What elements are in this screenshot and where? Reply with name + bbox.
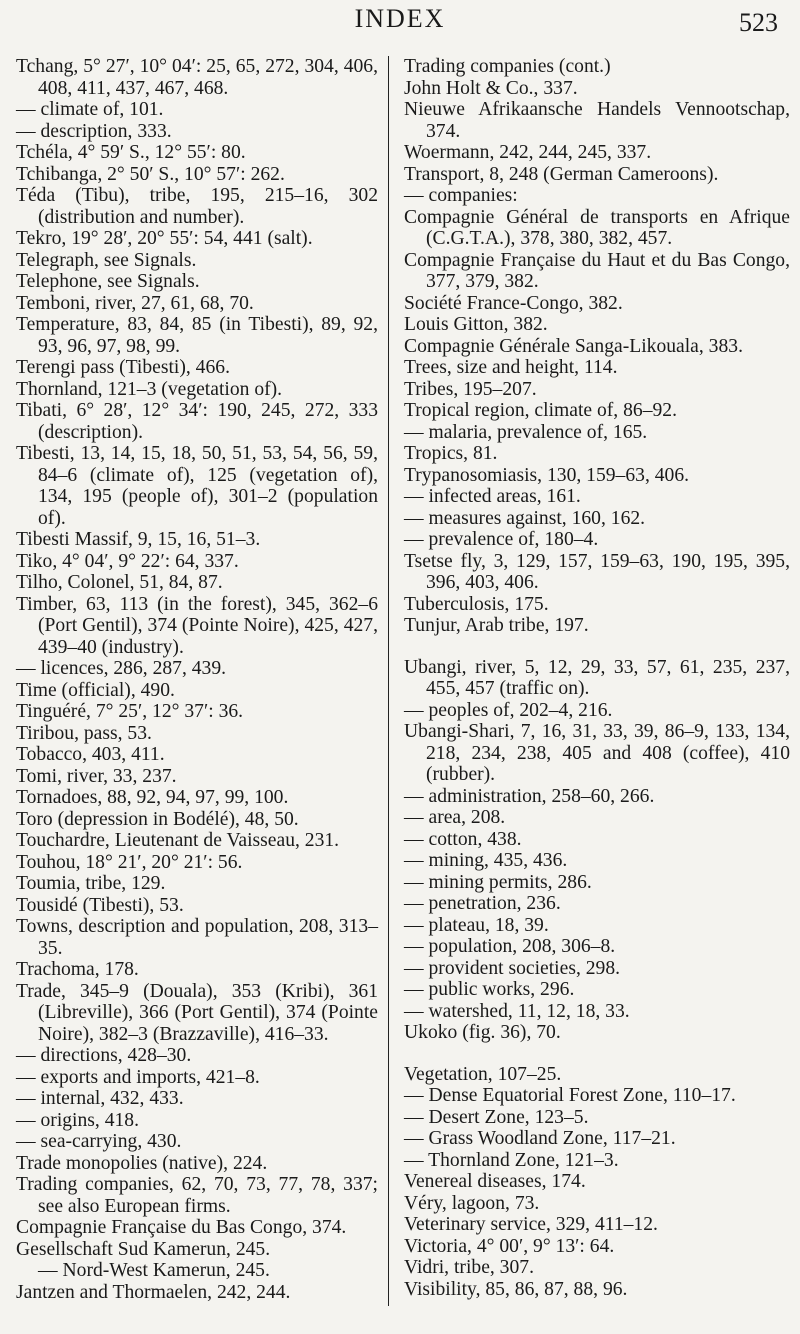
page-number: 523: [739, 8, 778, 37]
index-entry: Tomi, river, 33, 237.: [16, 765, 177, 787]
index-entry: Trees, size and height, 114.: [404, 357, 618, 378]
index-entry: — plateau, 18, 39.: [404, 914, 549, 936]
index-entry: — peoples of, 202–4, 216.: [404, 699, 613, 721]
index-entry: Terengi pass (Tibesti), 466.: [16, 357, 230, 378]
index-entry: Véry, lagoon, 73.: [404, 1192, 540, 1214]
index-entry: Towns, description and population, 208, 313–35.: [16, 916, 378, 959]
index-entry: Touchardre, Lieutenant de Vaisseau, 231.: [16, 830, 340, 851]
index-entry: — origins, 418.: [16, 1109, 140, 1131]
index-entry: — malaria, prevalence of, 165.: [404, 421, 648, 443]
index-entry: Tribes, 195–207.: [404, 378, 537, 400]
index-entry: — penetration, 236.: [404, 893, 561, 914]
index-entry: Temperature, 83, 84, 85 (in Tibesti), 89, 92, 93, 96, 97, 98, 99.: [16, 314, 378, 357]
index-entry: — Dense Equatorial Forest Zone, 110–17.: [404, 1085, 736, 1106]
index-column-right: [404, 56, 790, 1300]
index-entry: — Nord-West Kamerun, 245.: [38, 1260, 270, 1281]
index-entry: Trading companies (cont.): [404, 56, 611, 77]
index-entry: Ukoko (fig. 36), 70.: [404, 1022, 561, 1043]
index-entry: — infected areas, 161.: [404, 486, 581, 507]
index-entry: Tunjur, Arab tribe, 197.: [404, 615, 589, 636]
index-entry: Tchibanga, 2° 50′ S., 10° 57′: 262.: [16, 163, 285, 185]
index-entry: — prevalence of, 180–4.: [404, 529, 599, 550]
index-entry: Tilho, Colonel, 51, 84, 87.: [16, 572, 223, 593]
index-entry: Tropical region, climate of, 86–92.: [404, 400, 677, 421]
index-entry: Toumia, tribe, 129.: [16, 873, 166, 894]
index-entry: — public works, 296.: [404, 979, 575, 1000]
index-entry: Tobacco, 403, 411.: [16, 744, 165, 765]
index-entry: Trypanosomiasis, 130, 159–63, 406.: [404, 464, 690, 486]
index-entry: Vidri, tribe, 307.: [404, 1257, 534, 1278]
index-entry: Tibesti Massif, 9, 15, 16, 51–3.: [16, 529, 261, 550]
index-entry: — provident societies, 298.: [404, 957, 621, 979]
index-entry: Tibati, 6° 28′, 12° 34′: 190, 245, 272, 333 (description).: [16, 400, 378, 443]
index-entry: — exports and imports, 421–8.: [16, 1066, 260, 1088]
index-entry: Visibility, 85, 86, 87, 88, 96.: [404, 1278, 628, 1300]
index-entry: Louis Gitton, 382.: [404, 314, 548, 335]
index-entry: Tornadoes, 88, 92, 94, 97, 99, 100.: [16, 787, 289, 808]
index-entry: Tchang, 5° 27′, 10° 04′: 25, 65, 272, 304, 406, 408, 411, 437, 467, 468.: [16, 56, 378, 99]
index-entry: Compagnie Général de transports en Afrique (C.G.T.A.), 378, 380, 382, 457.: [404, 206, 790, 249]
index-entry: — measures against, 160, 162.: [404, 507, 646, 529]
column-divider: [388, 56, 389, 1306]
index-entry: Tropics, 81.: [404, 443, 498, 464]
index-entry: Gesellschaft Sud Kamerun, 245.: [16, 1238, 271, 1260]
index-entry: Société France-Congo, 382.: [404, 292, 623, 314]
index-entry: Thornland, 121–3 (vegetation of).: [16, 378, 283, 400]
index-entry: Tinguéré, 7° 25′, 12° 37′: 36.: [16, 701, 244, 722]
page-title: INDEX: [354, 4, 446, 33]
index-entry: — licences, 286, 287, 439.: [16, 658, 227, 679]
index-entry: — climate of, 101.: [16, 99, 164, 120]
index-entry: — cotton, 438.: [404, 828, 522, 850]
index-entry: Venereal diseases, 174.: [404, 1171, 586, 1192]
index-entry: Trachoma, 178.: [16, 959, 139, 980]
index-entry: — sea-carrying, 430.: [16, 1131, 182, 1152]
index-entry: Tibesti, 13, 14, 15, 18, 50, 51, 53, 54, 56, 59, 84–6 (climate of), 125 (vegetation of), 134, 195 (people of), 301–2 (population of).: [16, 443, 378, 529]
index-entry: — population, 208, 306–8.: [404, 936, 616, 957]
index-entry: Téda (Tibu), tribe, 195, 215–16, 302 (distribution and number).: [16, 185, 378, 228]
index-entry: Tousidé (Tibesti), 53.: [16, 894, 184, 916]
index-entry: Tekro, 19° 28′, 20° 55′: 54, 441 (salt).: [16, 228, 313, 249]
index-entry: — mining, 435, 436.: [404, 850, 568, 871]
index-entry: Touhou, 18° 21′, 20° 21′: 56.: [16, 851, 243, 873]
index-entry: Jantzen and Thormaelen, 242, 244.: [16, 1281, 291, 1303]
index-entry: Tuberculosis, 175.: [404, 593, 549, 615]
index-entry: — description, 333.: [16, 120, 172, 142]
index-entry: Tiribou, pass, 53.: [16, 722, 152, 744]
page-header: [0, 4, 800, 44]
index-entry: — Thornland Zone, 121–3.: [404, 1149, 619, 1171]
index-entry: Telephone, see Signals.: [16, 271, 200, 292]
index-entry: Ubangi, river, 5, 12, 29, 33, 57, 61, 235, 237, 455, 457 (traffic on).: [404, 656, 790, 699]
index-column-left: [16, 56, 378, 1303]
index-entry: Trading companies, 62, 70, 73, 77, 78, 337; see also European firms.: [16, 1174, 378, 1217]
index-entry: Tsetse fly, 3, 129, 157, 159–63, 190, 195, 395, 396, 403, 406.: [404, 550, 790, 593]
index-entry: Victoria, 4° 00′, 9° 13′: 64.: [404, 1235, 615, 1257]
index-entry: Compagnie Française du Bas Congo, 374.: [16, 1217, 347, 1238]
index-entry: — directions, 428–30.: [16, 1045, 192, 1066]
index-entry: Nieuwe Afrikaansche Handels Vennootschap, 374.: [404, 99, 790, 142]
index-entry: Trade monopolies (native), 224.: [16, 1152, 268, 1174]
index-entry: — administration, 258–60, 266.: [404, 785, 655, 807]
index-entry: Toro (depression in Bodélé), 48, 50.: [16, 808, 299, 830]
index-entry: Compagnie Française du Haut et du Bas Congo, 377, 379, 382.: [404, 249, 790, 292]
index-entry: Veterinary service, 329, 411–12.: [404, 1214, 658, 1235]
index-entry: Ubangi-Shari, 7, 16, 31, 33, 39, 86–9, 133, 134, 218, 234, 238, 405 and 408 (coffee), 410 (rubber).: [404, 721, 790, 785]
index-entry: Temboni, river, 27, 61, 68, 70.: [16, 292, 254, 314]
index-entry: Compagnie Générale Sanga-Likouala, 383.: [404, 335, 743, 357]
index-entry: — internal, 432, 433.: [16, 1088, 184, 1109]
index-entry: Time (official), 490.: [16, 679, 175, 701]
index-entry: Transport, 8, 248 (German Cameroons).: [404, 163, 719, 185]
index-entry: Trade, 345–9 (Douala), 353 (Kribi), 361 (Libreville), 366 (Port Gentil), 374 (Pointe Noire), 382–3 (Brazzaville), 416–33.: [16, 980, 378, 1045]
index-entry: — companies:: [404, 185, 518, 206]
index-entry: Telegraph, see Signals.: [16, 249, 197, 271]
index-entry: — mining permits, 286.: [404, 871, 592, 893]
index-entry: John Holt & Co., 337.: [404, 77, 578, 99]
index-entry: Woermann, 242, 244, 245, 337.: [404, 142, 652, 163]
index-entry: Timber, 63, 113 (in the forest), 345, 362–6 (Port Gentil), 374 (Pointe Noire), 425, 427, 439–40 (industry).: [16, 593, 378, 658]
index-entry: — watershed, 11, 12, 18, 33.: [404, 1000, 630, 1022]
index-entry: — Desert Zone, 123–5.: [404, 1106, 589, 1128]
index-entry: Tchéla, 4° 59′ S., 12° 55′: 80.: [16, 142, 246, 163]
index-entry: — area, 208.: [404, 807, 506, 828]
index-entry: Tiko, 4° 04′, 9° 22′: 64, 337.: [16, 550, 239, 572]
index-entry: — Grass Woodland Zone, 117–21.: [404, 1128, 676, 1149]
index-entry: Vegetation, 107–25.: [404, 1063, 562, 1085]
